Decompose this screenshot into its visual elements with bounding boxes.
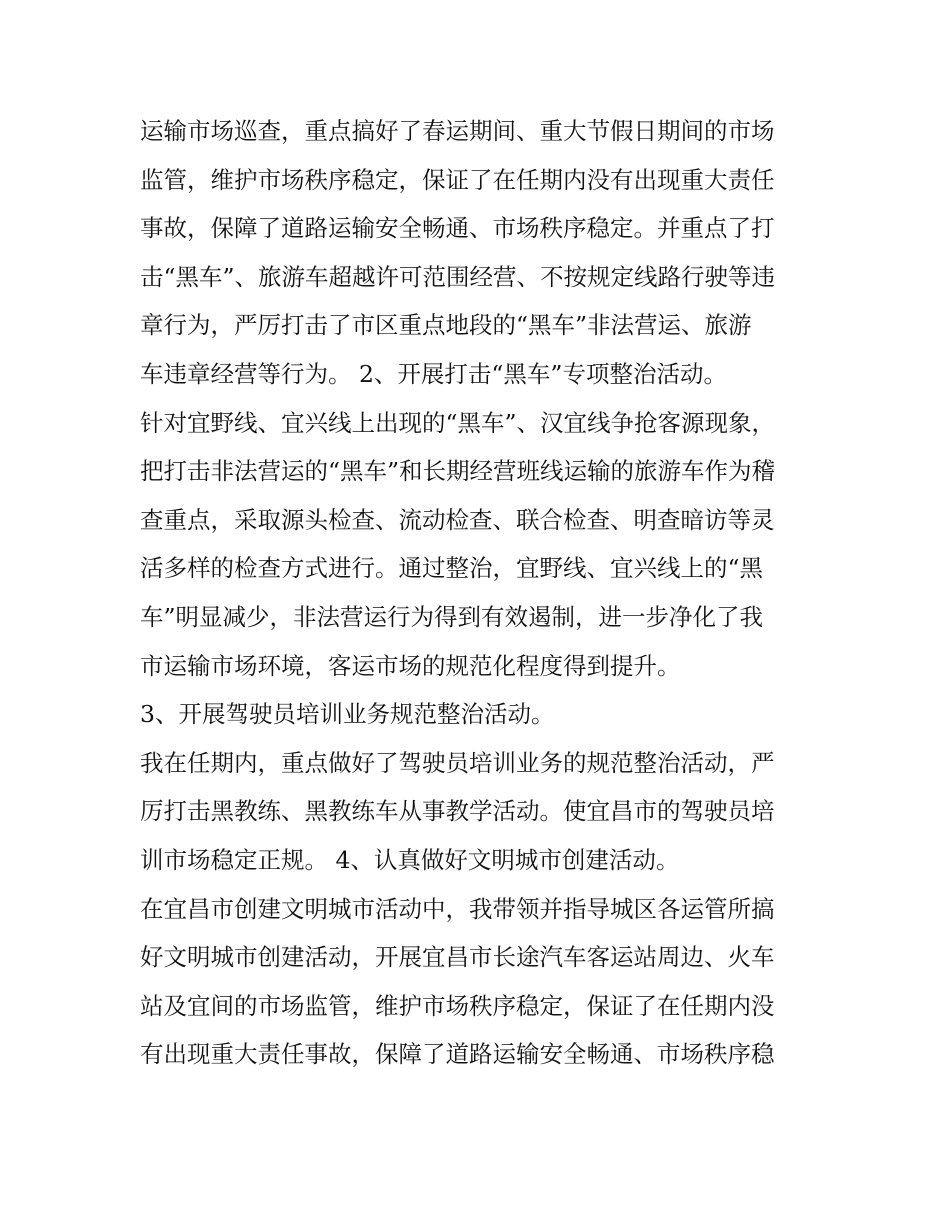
text-line: 训市场稳定正规。 4、认真做好文明城市创建活动。 (140, 845, 680, 874)
text-line: 针对宜野线、宜兴线上出现的“黑车”、汉宜线争抢客源现象， (140, 408, 776, 437)
text-line: 厉打击黑教练、黑教练车从事教学活动。使宜昌市的驾驶员培 (140, 797, 775, 826)
text-line: 章行为，严厉打击了市区重点地段的“黑车”非法营运、旅游 (140, 311, 752, 340)
text-line: 站及宜间的市场监管，维护市场秩序稳定，保证了在任期内没 (140, 991, 775, 1020)
text-line: 查重点，采取源头检查、流动检查、联合检查、明查暗访等灵 (140, 505, 775, 534)
section-heading: 3、开展驾驶员培训业务规范整治活动。 (140, 700, 555, 729)
text-line: 活多样的检查方式进行。通过整治，宜野线、宜兴线上的“黑 (140, 554, 764, 583)
text-line: 把打击非法营运的“黑车”和长期经营班线运输的旅游车作为稽 (140, 457, 776, 486)
text-line: 有出现重大责任事故，保障了道路运输安全畅通、市场秩序稳 (140, 1040, 775, 1069)
body-text (140, 107, 830, 1079)
text-line: 车”明显减少，非法营运行为得到有效遏制，进一步净化了我 (140, 602, 764, 631)
text-line: 击“黑车”、旅游车超越许可范围经营、不按规定线路行驶等违 (140, 262, 776, 291)
text-line: 运输市场巡查，重点搞好了春运期间、重大节假日期间的市场 (140, 117, 775, 145)
text-line: 好文明城市创建活动，开展宜昌市长途汽车客运站周边、火车 (140, 943, 775, 972)
text-line: 在宜昌市创建文明城市活动中，我带领并指导城区各运管所搞 (140, 894, 775, 923)
text-line: 市运输市场环境，客运市场的规范化程度得到提升。 (140, 651, 681, 680)
text-line: 事故，保障了道路运输安全畅通、市场秩序稳定。并重点了打 (140, 214, 775, 243)
text-line: 车违章经营等行为。 2、开展打击“黑车”专项整治活动。 (140, 359, 727, 388)
text-line: 我在任期内，重点做好了驾驶员培训业务的规范整治活动，严 (140, 748, 775, 777)
text-line: 监管，维护市场秩序稳定，保证了在任期内没有出现重大责任 (140, 165, 775, 194)
